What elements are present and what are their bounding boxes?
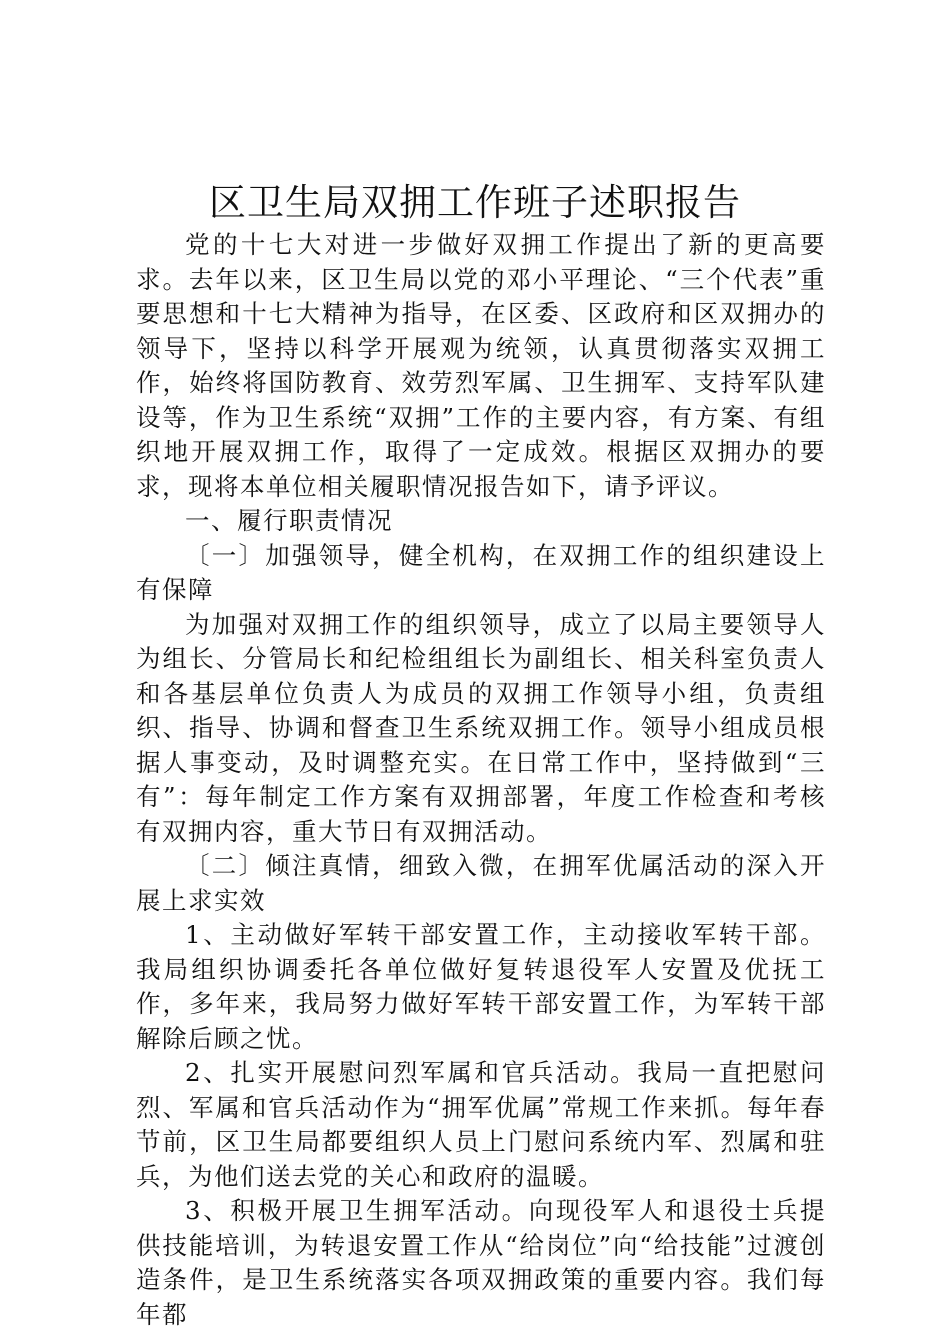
paragraph-item-1: 1、主动做好军转干部安置工作，主动接收军转干部。我局组织协调委托各单位做好复转退役军人安置及优抚工作，多年来，我局努力做好军转干部安置工作，为军转干部解除后顾之忧。 xyxy=(136,920,826,1053)
paragraph-leadership: 为加强对双拥工作的组织领导，成立了以局主要领导人为组长、分管局长和纪检组组长为副组长、相关科室负责人和各基层单位负责人为成员的双拥工作领导小组，负责组织、指导、协调和督查卫生系统双拥工作。领导小组成员根据人事变动，及时调整充实。在日常工作中，坚持做到“三有”：每年制定工作方案有双拥部署，年度工作检查和考核有双拥内容，重大节日有双拥活动。 xyxy=(136,609,826,846)
document-body xyxy=(136,228,826,1332)
subsection-heading-2: 〔二〕倾注真情，细致入微，在拥军优属活动的深入开展上求实效 xyxy=(136,851,826,915)
document-title: 区卫生局双拥工作班子述职报告 xyxy=(209,181,741,224)
paragraph-intro: 党的十七大对进一步做好双拥工作提出了新的更高要求。去年以来，区卫生局以党的邓小平理论、“三个代表”重要思想和十七大精神为指导，在区委、区政府和区双拥办的领导下，坚持以科学开展观为统领，认真贯彻落实双拥工作，始终将国防教育、效劳烈军属、卫生拥军、支持军队建设等，作为卫生系统“双拥”工作的主要内容，有方案、有组织地开展双拥工作，取得了一定成效。根据区双拥办的要求，现将本单位相关履职情况报告如下，请予评议。 xyxy=(136,230,826,501)
paragraph-item-2: 2、扎实开展慰问烈军属和官兵活动。我局一直把慰问烈、军属和官兵活动作为“拥军优属”常规工作来抓。每年春节前，区卫生局都要组织人员上门慰问系统内军、烈属和驻兵，为他们送去党的关心和政府的温暖。 xyxy=(136,1058,826,1191)
section-heading-1: 一、履行职责情况 xyxy=(185,506,393,535)
paragraph-item-3: 3、积极开展卫生拥军活动。向现役军人和退役士兵提供技能培训，为转退安置工作从“给岗位”向“给技能”过渡创造条件，是卫生系统落实各项双拥政策的重要内容。我们每年都 xyxy=(136,1196,826,1329)
subsection-heading-1: 〔一〕加强领导，健全机构，在双拥工作的组织建设上有保障 xyxy=(136,540,826,604)
